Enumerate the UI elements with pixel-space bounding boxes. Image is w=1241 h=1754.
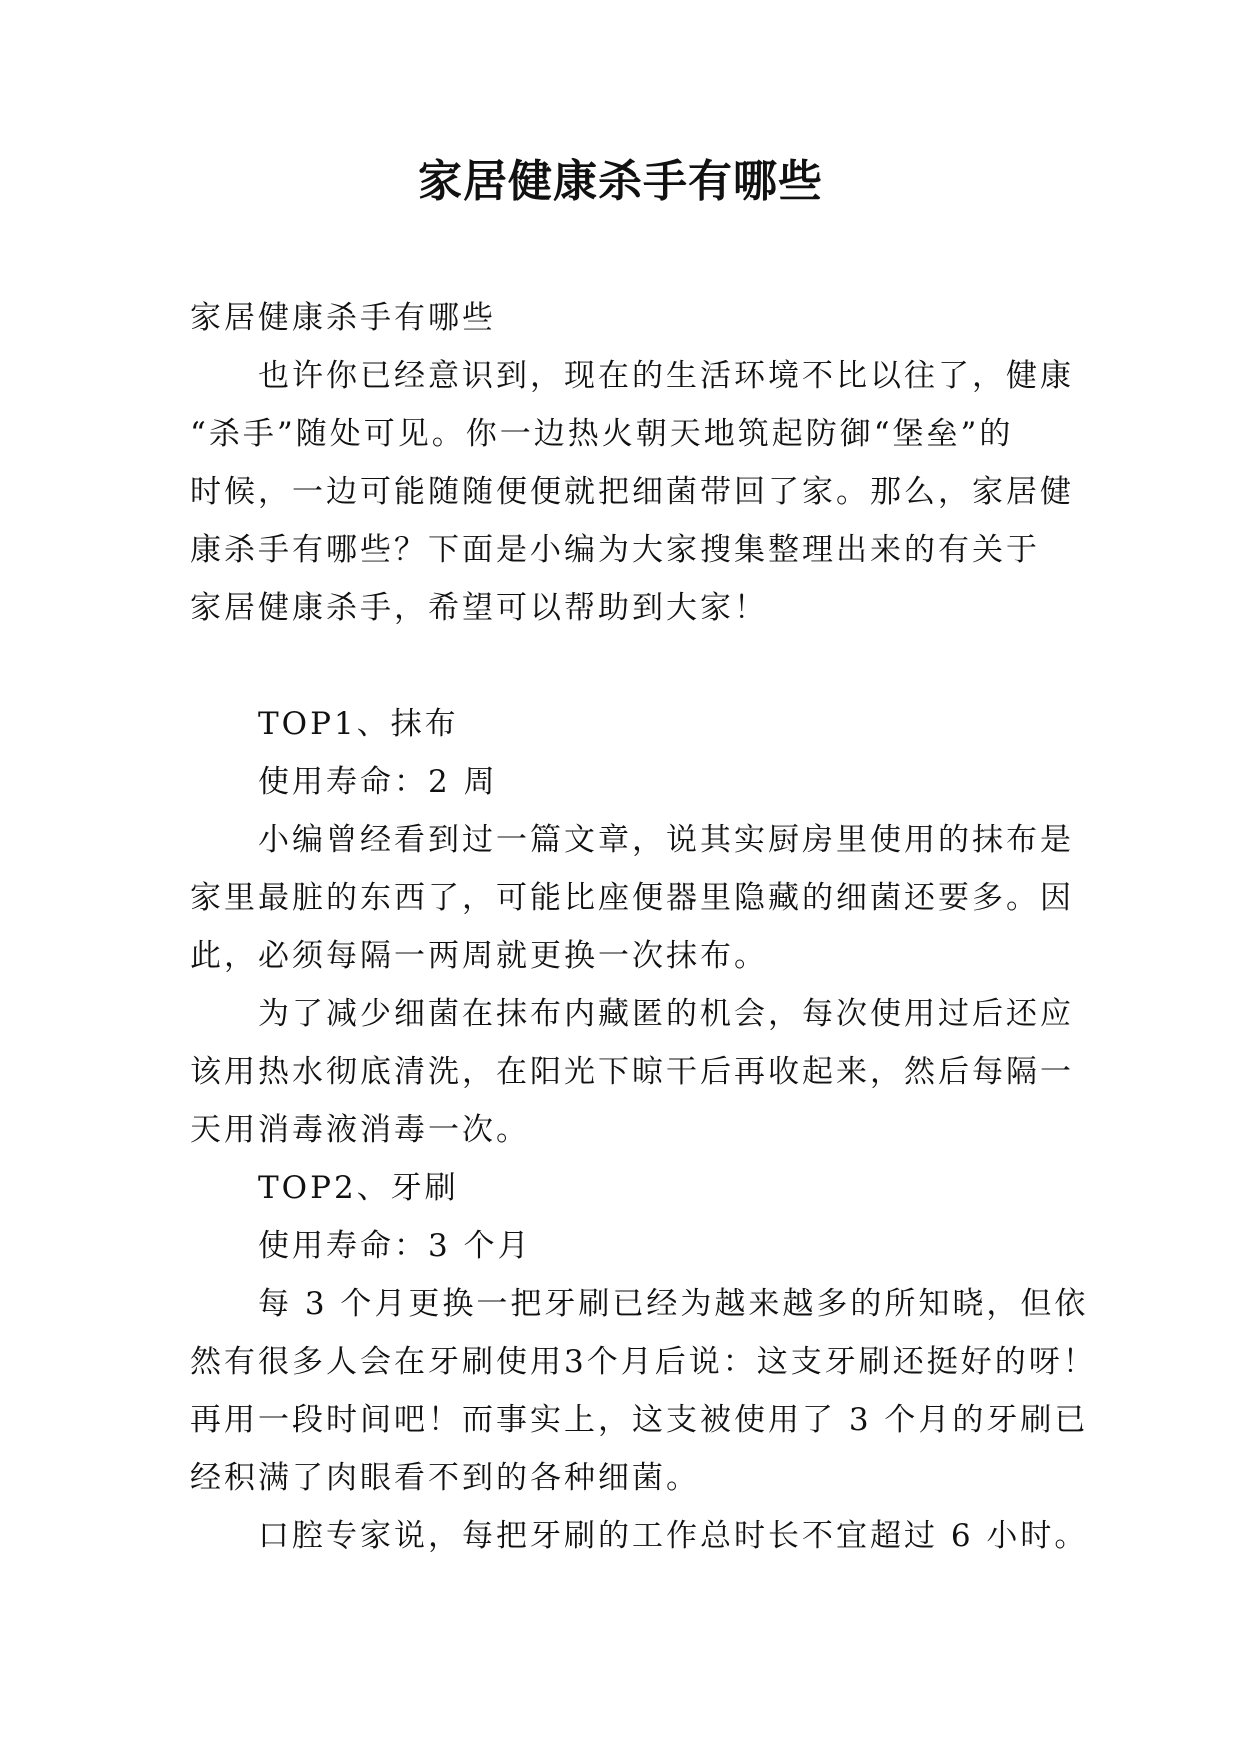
intro-line: 家居健康杀手，希望可以帮助到大家！ bbox=[190, 590, 768, 626]
paragraph-line: 口腔专家说，每把牙刷的工作总时长不宜超过 6 小时。 bbox=[258, 1518, 1089, 1554]
blank-line bbox=[190, 637, 1066, 695]
paragraph-line: 天用消毒液消毒一次。 bbox=[190, 1112, 530, 1148]
paragraph-line: 家里最脏的东西了，可能比座便器里隐藏的细菌还要多。因 bbox=[190, 880, 1074, 916]
subtitle: 家居健康杀手有哪些 bbox=[190, 300, 496, 336]
paragraph-line: 经积满了肉眼看不到的各种细菌。 bbox=[190, 1460, 700, 1496]
paragraph-line: 然有很多人会在牙刷使用3个月后说：这支牙刷还挺好的呀！ bbox=[190, 1344, 1097, 1380]
top2-paragraph-2 bbox=[190, 1507, 1089, 1565]
paragraph-line: 为了减少细菌在抹布内藏匿的机会，每次使用过后还应 bbox=[258, 996, 1074, 1032]
top2-heading: TOP2、牙刷 bbox=[258, 1170, 459, 1206]
intro-line: “杀手”随处可见。你一边热火朝天地筑起防御“堡垒”的 bbox=[190, 416, 1014, 452]
top2-lifespan: 使用寿命：3 个月 bbox=[258, 1228, 532, 1264]
paragraph-line: 该用热水彻底清洗，在阳光下晾干后再收起来，然后每隔一 bbox=[190, 1054, 1074, 1090]
intro-paragraph bbox=[190, 347, 1074, 637]
top2-paragraph-1 bbox=[190, 1275, 1097, 1507]
top1-paragraph-2 bbox=[190, 985, 1074, 1159]
intro-line: 也许你已经意识到，现在的生活环境不比以往了，健康 bbox=[258, 358, 1074, 394]
top1-lifespan: 使用寿命：2 周 bbox=[258, 764, 498, 800]
top1-paragraph-1 bbox=[190, 811, 1074, 985]
document-body bbox=[190, 289, 1097, 1565]
intro-line: 康杀手有哪些？下面是小编为大家搜集整理出来的有关于 bbox=[190, 532, 1040, 568]
paragraph-line: 此，必须每隔一两周就更换一次抹布。 bbox=[190, 938, 768, 974]
paragraph-line: 小编曾经看到过一篇文章，说其实厨房里使用的抹布是 bbox=[258, 822, 1074, 858]
intro-line: 时候，一边可能随随便便就把细菌带回了家。那么，家居健 bbox=[190, 474, 1074, 510]
top1-heading: TOP1、抹布 bbox=[258, 706, 459, 742]
document-title: 家居健康杀手有哪些 bbox=[418, 156, 823, 207]
paragraph-line: 再用一段时间吧！而事实上，这支被使用了 3 个月的牙刷已 bbox=[190, 1402, 1089, 1438]
paragraph-line: 每 3 个月更换一把牙刷已经为越来越多的所知晓，但依 bbox=[258, 1286, 1089, 1322]
